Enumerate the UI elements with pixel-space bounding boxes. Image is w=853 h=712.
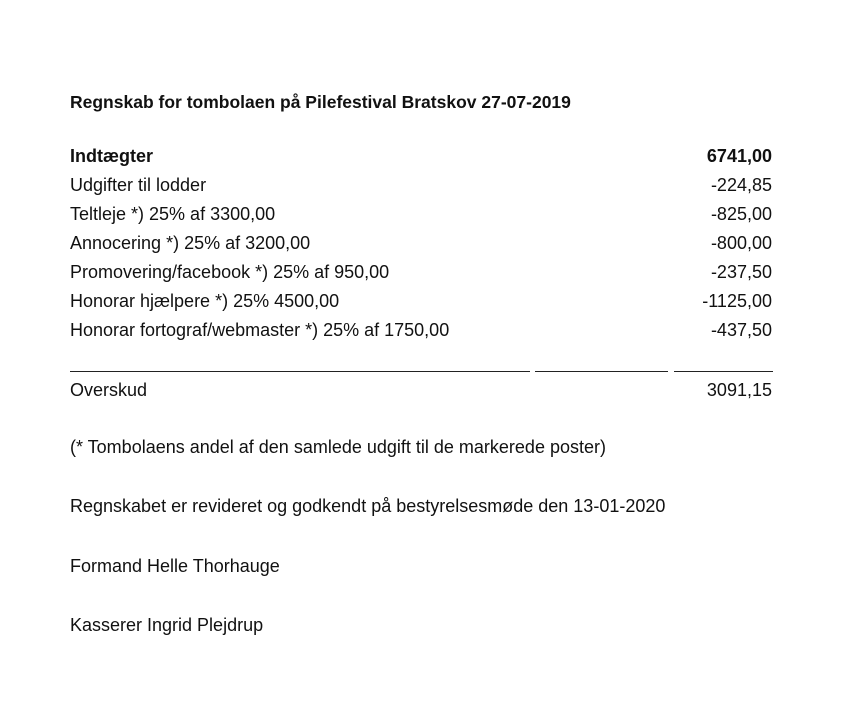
footnote: (* Tombolaens andel af den samlede udgift til de markerede poster) bbox=[70, 437, 606, 457]
row-amount: -437,50 bbox=[710, 320, 772, 340]
row-amount: -825,00 bbox=[710, 204, 772, 224]
row-label: Udgifter til lodder bbox=[70, 175, 207, 195]
expense-row bbox=[70, 291, 772, 317]
row-amount: -1125,00 bbox=[702, 291, 772, 311]
expense-row bbox=[70, 204, 772, 230]
row-label: Promovering/facebook *) 25% af 950,00 bbox=[70, 262, 390, 282]
expense-row bbox=[70, 175, 772, 201]
total-row bbox=[70, 380, 772, 406]
treasurer-signature: Kasserer Ingrid Plejdrup bbox=[70, 615, 264, 635]
row-label: Honorar fortograf/webmaster *) 25% af 1750,00 bbox=[70, 320, 450, 340]
accounting-document bbox=[70, 0, 775, 712]
row-amount: -224,85 bbox=[710, 175, 772, 195]
total-label: Overskud bbox=[70, 380, 148, 400]
row-label: Indtægter bbox=[70, 146, 153, 166]
row-label: Honorar hjælpere *) 25% 4500,00 bbox=[70, 291, 340, 311]
document-title: Regnskab for tombolaen på Pilefestival Bratskov 27-07-2019 bbox=[70, 92, 571, 112]
total-amount: 3091,15 bbox=[706, 380, 772, 400]
row-amount: -237,50 bbox=[710, 262, 772, 282]
underline-rule bbox=[674, 371, 773, 372]
row-label: Annocering *) 25% af 3200,00 bbox=[70, 233, 311, 253]
row-label: Teltleje *) 25% af 3300,00 bbox=[70, 204, 276, 224]
underline-rule bbox=[535, 371, 668, 372]
approval-statement: Regnskabet er revideret og godkendt på bestyrelsesmøde den 13-01-2020 bbox=[70, 496, 666, 516]
expense-row bbox=[70, 320, 772, 346]
expense-row bbox=[70, 262, 772, 288]
row-amount: -800,00 bbox=[710, 233, 772, 253]
chairman-signature: Formand Helle Thorhauge bbox=[70, 556, 280, 576]
row-amount: 6741,00 bbox=[706, 146, 772, 166]
income-row bbox=[70, 146, 772, 172]
expense-row bbox=[70, 233, 772, 259]
underline-rule bbox=[70, 371, 530, 372]
